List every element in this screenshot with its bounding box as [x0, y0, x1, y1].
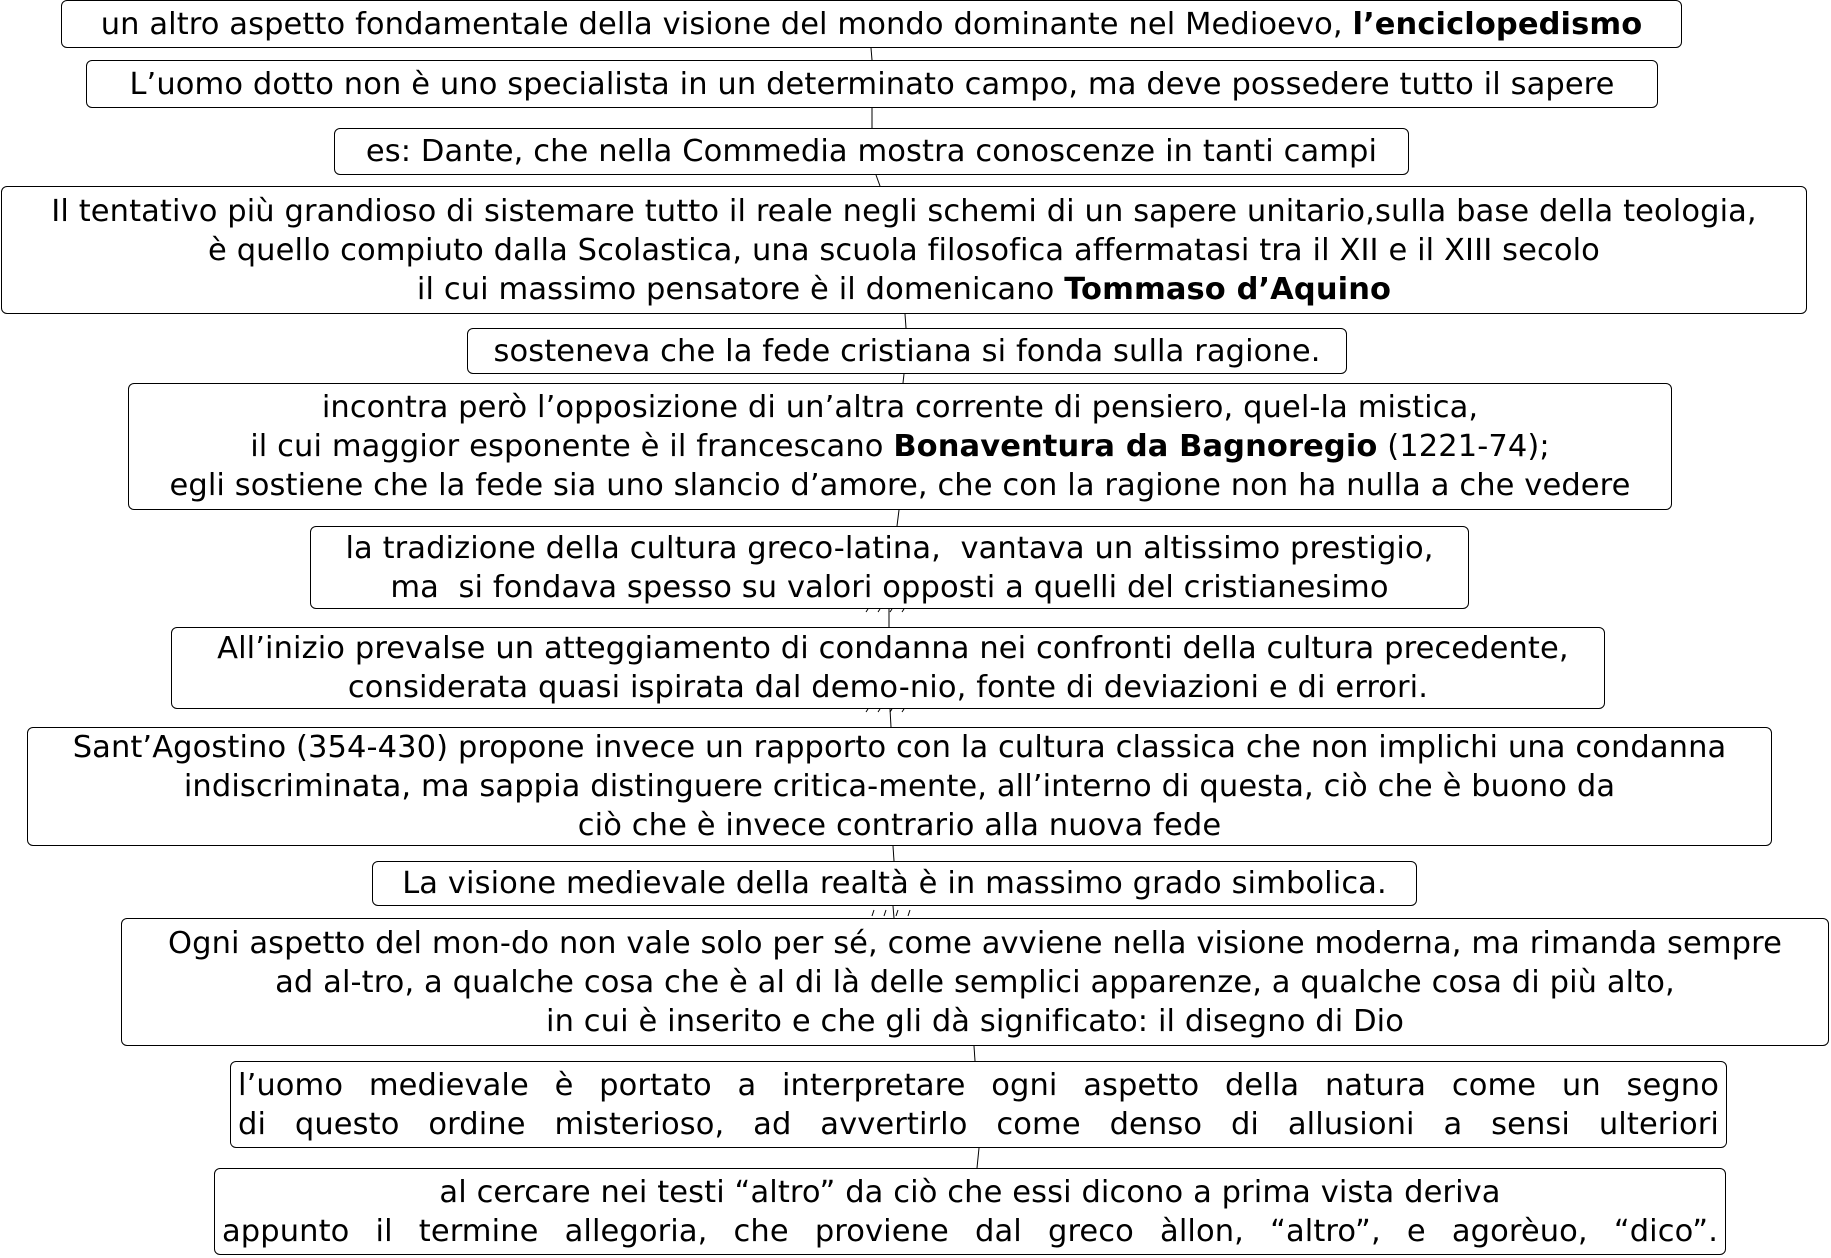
connector-n8-n9 [890, 709, 891, 727]
node-line: ciò che è invece contrario alla nuova fede [577, 808, 1222, 843]
connector-n9-n10 [893, 846, 894, 861]
bold-term: Bonaventura da Bagnoregio [893, 429, 1378, 464]
node-line: l’uomo medievale è portato a interpretare ogni aspetto della natura come un segno [238, 1067, 1719, 1103]
node-uomo-dotto [86, 60, 1658, 108]
node-line: sosteneva che la fede cristiana si fonda sulla ragione. [493, 333, 1321, 369]
text: un altro aspetto fondamentale della visione del mondo dominante nel Medioevo, [100, 6, 1353, 42]
connector-n6-n7 [897, 510, 899, 526]
node-line: egli sostiene che la fede sia uno slancio d’amore, che con la ragione non ha nulla a che vedere [169, 468, 1631, 503]
node-line: L’uomo dotto non è uno specialista in un determinato campo, ma deve possedere tutto il sapere [129, 66, 1615, 102]
text: il cui massimo pensatore è il domenicano [416, 271, 1065, 307]
node-line: La visione medievale della realtà è in massimo grado simbolica. [402, 866, 1387, 901]
node-line: considerata quasi ispirata dal demo-nio, fonte di deviazioni e di errori. [347, 670, 1429, 705]
node-line: es: Dante, che nella Commedia mostra conoscenze in tanti campi [365, 134, 1378, 169]
node-line: appunto il termine allegoria, che proviene dal greco àllon, “altro”, e agorèuo, “dico”. [222, 1213, 1718, 1249]
text: (1221-74); [1377, 429, 1550, 464]
node-line: è quello compiuto dalla Scolastica, una scuola filosofica affermatasi tra il XII e il XIII secolo [208, 232, 1600, 268]
connector-n4-n5 [905, 314, 906, 328]
connector-n5-n6 [903, 374, 904, 383]
node-condanna [171, 627, 1605, 709]
connector-n10-n11 [893, 906, 894, 918]
node-line: al cercare nei testi “altro” da ciò che essi dicono a prima vista deriva [439, 1174, 1501, 1210]
connector-n3-n4 [876, 175, 880, 186]
node-line: ad al-tro, a qualche cosa che è al di là delle semplici apparenze, a qualche cosa di più alto, [275, 964, 1675, 1000]
node-scolastica [1, 186, 1807, 314]
connector-n7-n8-hatch [866, 609, 904, 612]
node-fede-ragione [467, 328, 1347, 374]
node-line: All’inizio prevalse un atteggiamento di condanna nei confronti della cultura precedente, [207, 631, 1569, 666]
connector-n10-n11-hatch [872, 910, 910, 916]
connector-n12-n13 [977, 1148, 979, 1168]
connector-n11-n12 [974, 1046, 975, 1061]
node-bonaventura [128, 383, 1672, 510]
text: il cui maggior esponente è il francescano [250, 429, 894, 464]
node-line: ma si fondava spesso su valori opposti a quelli del cristianesimo [390, 569, 1389, 605]
node-tradizione-greco-latina [310, 526, 1469, 609]
node-line: Ogni aspetto del mon-do non vale solo per sé, come avviene nella visione moderna, ma rimanda sempre [168, 925, 1782, 961]
bold-term: l’enciclopedismo [1352, 6, 1643, 42]
node-dante-example [334, 128, 1409, 175]
node-line: in cui è inserito e che gli dà significato: il disegno di Dio [546, 1003, 1404, 1039]
node-line: di questo ordine misterioso, ad avvertirlo come denso di allusioni a sensi ulteriori [238, 1106, 1719, 1142]
node-line [129, 427, 1671, 466]
node-line: indiscriminata, ma sappia distinguere critica-mente, all’interno di questa, ciò che è buono da [183, 769, 1616, 804]
connector-n8-n9-hatch [866, 709, 904, 712]
node-agostino [27, 727, 1772, 846]
node-allegoria [214, 1168, 1726, 1255]
node-line: la tradizione della cultura greco-latina, vantava un altissimo prestigio, [345, 530, 1434, 566]
node-line: incontra però l’opposizione di un’altra corrente di pensiero, quel-la mistica, [321, 390, 1479, 425]
node-enciclopedismo [61, 0, 1682, 48]
node-line [62, 5, 1681, 44]
node-line [2, 270, 1806, 309]
node-uomo-medievale [230, 1061, 1727, 1148]
connector-n1-n2 [871, 48, 872, 60]
node-line: Sant’Agostino (354-430) propone invece un rapporto con la cultura classica che non implichi una condanna [72, 730, 1727, 765]
bold-term: Tommaso d’Aquino [1064, 271, 1392, 307]
node-line: Il tentativo più grandioso di sistemare tutto il reale negli schemi di un sapere unitario,sulla base della teologia, [51, 193, 1757, 229]
node-visione-simbolica [372, 861, 1417, 906]
node-disegno-di-dio [121, 918, 1829, 1046]
